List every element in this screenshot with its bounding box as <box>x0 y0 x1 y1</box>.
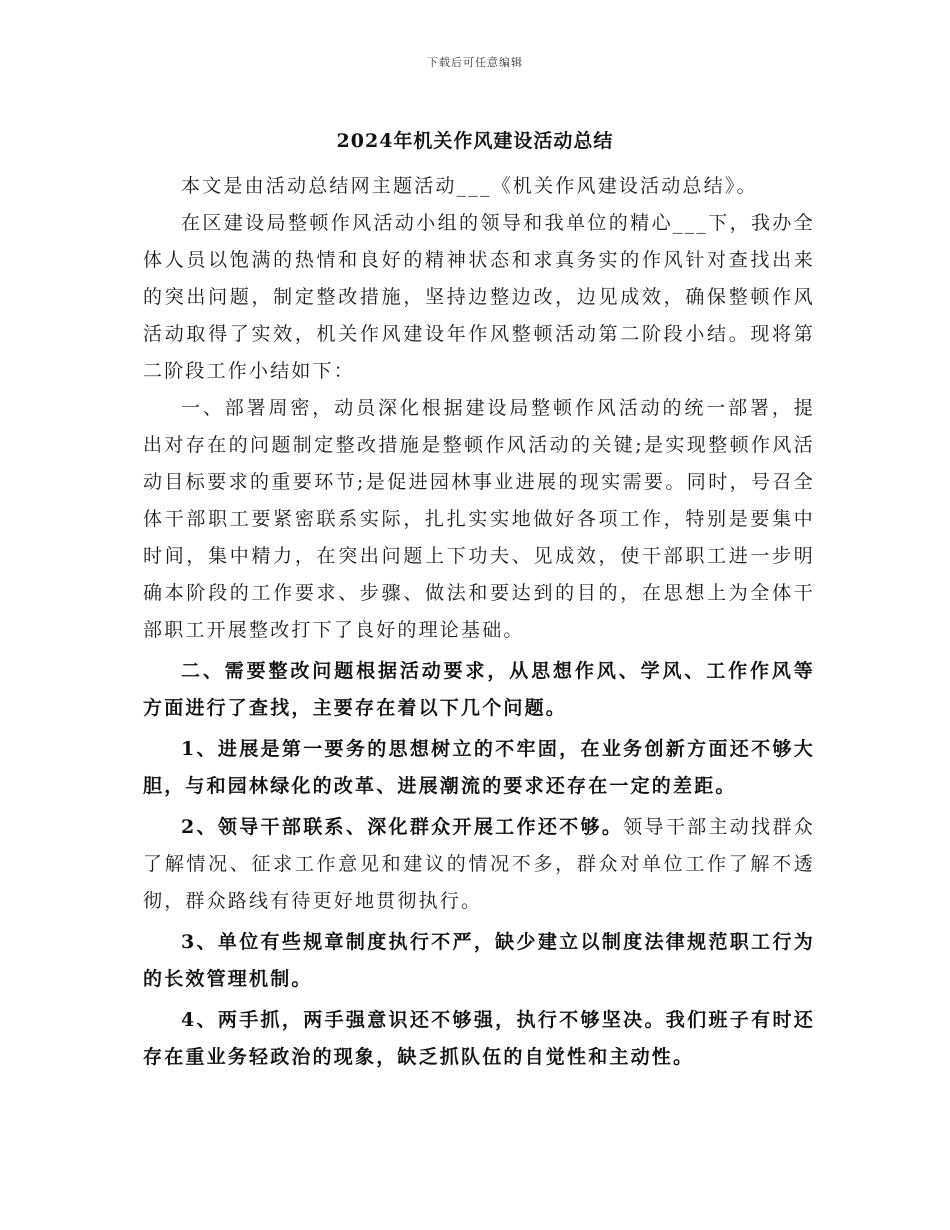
page-title: 2024年机关作风建设活动总结 <box>336 130 614 152</box>
header-note: 下载后可任意编辑 <box>427 56 523 69</box>
paragraph-issue-two <box>143 809 815 920</box>
issue-two-body: 领导干部主动找群众了解情况、征求工作意见和建议的情况不多，群众对单位工作了解不透彻，群众路线有待更好地贯彻执行。 <box>143 816 815 912</box>
document-body <box>143 168 815 1076</box>
paragraph-overview: 在区建设局整顿作风活动小组的领导和我单位的精心___下，我办全体人员以饱满的热情和良好的精神状态和求真务实的作风针对查找出来的突出问题，制定整改措施，坚持边整边改，边见成效，确保整顿作风活动取得了实效，机关作风建设年作风整顿活动第二阶段小结。现将第二阶段工作小结如下： <box>143 212 815 382</box>
paragraph-issue-three: 3、单位有些规章制度执行不严，缺少建立以制度法律规范职工行为的长效管理机制。 <box>143 931 815 990</box>
paragraph-section-two: 二、需要整改问题根据活动要求，从思想作风、学风、工作作风等方面进行了查找，主要存在着以下几个问题。 <box>143 660 815 719</box>
paragraph-intro: 本文是由活动总结网主题活动___《机关作风建设活动总结》。 <box>181 175 758 197</box>
paragraph-issue-one: 1、进展是第一要务的思想树立的不牢固，在业务创新方面还不够大胆，与和园林绿化的改革、进展潮流的要求还存在一定的差距。 <box>143 738 815 797</box>
issue-two-heading: 2、领导干部联系、深化群众开展工作还不够。 <box>181 816 624 838</box>
paragraph-section-one: 一、部署周密，动员深化根据建设局整顿作风活动的统一部署，提出对存在的问题制定整改措施是整顿作风活动的关键;是实现整顿作风活动目标要求的重要环节;是促进园林事业进展的现实需要。同时，号召全体干部职工要紧密联系实际，扎扎实实地做好各项工作，特别是要集中时间，集中精力，在突出问题上下功夫、见成效，使干部职工进一步明确本阶段的工作要求、步骤、做法和要达到的目的，在思想上为全体干部职工开展整改打下了良好的理论基础。 <box>143 397 815 641</box>
paragraph-issue-four: 4、两手抓，两手强意识还不够强，执行不够坚决。我们班子有时还存在重业务轻政治的现象，缺乏抓队伍的自觉性和主动性。 <box>143 1009 815 1068</box>
